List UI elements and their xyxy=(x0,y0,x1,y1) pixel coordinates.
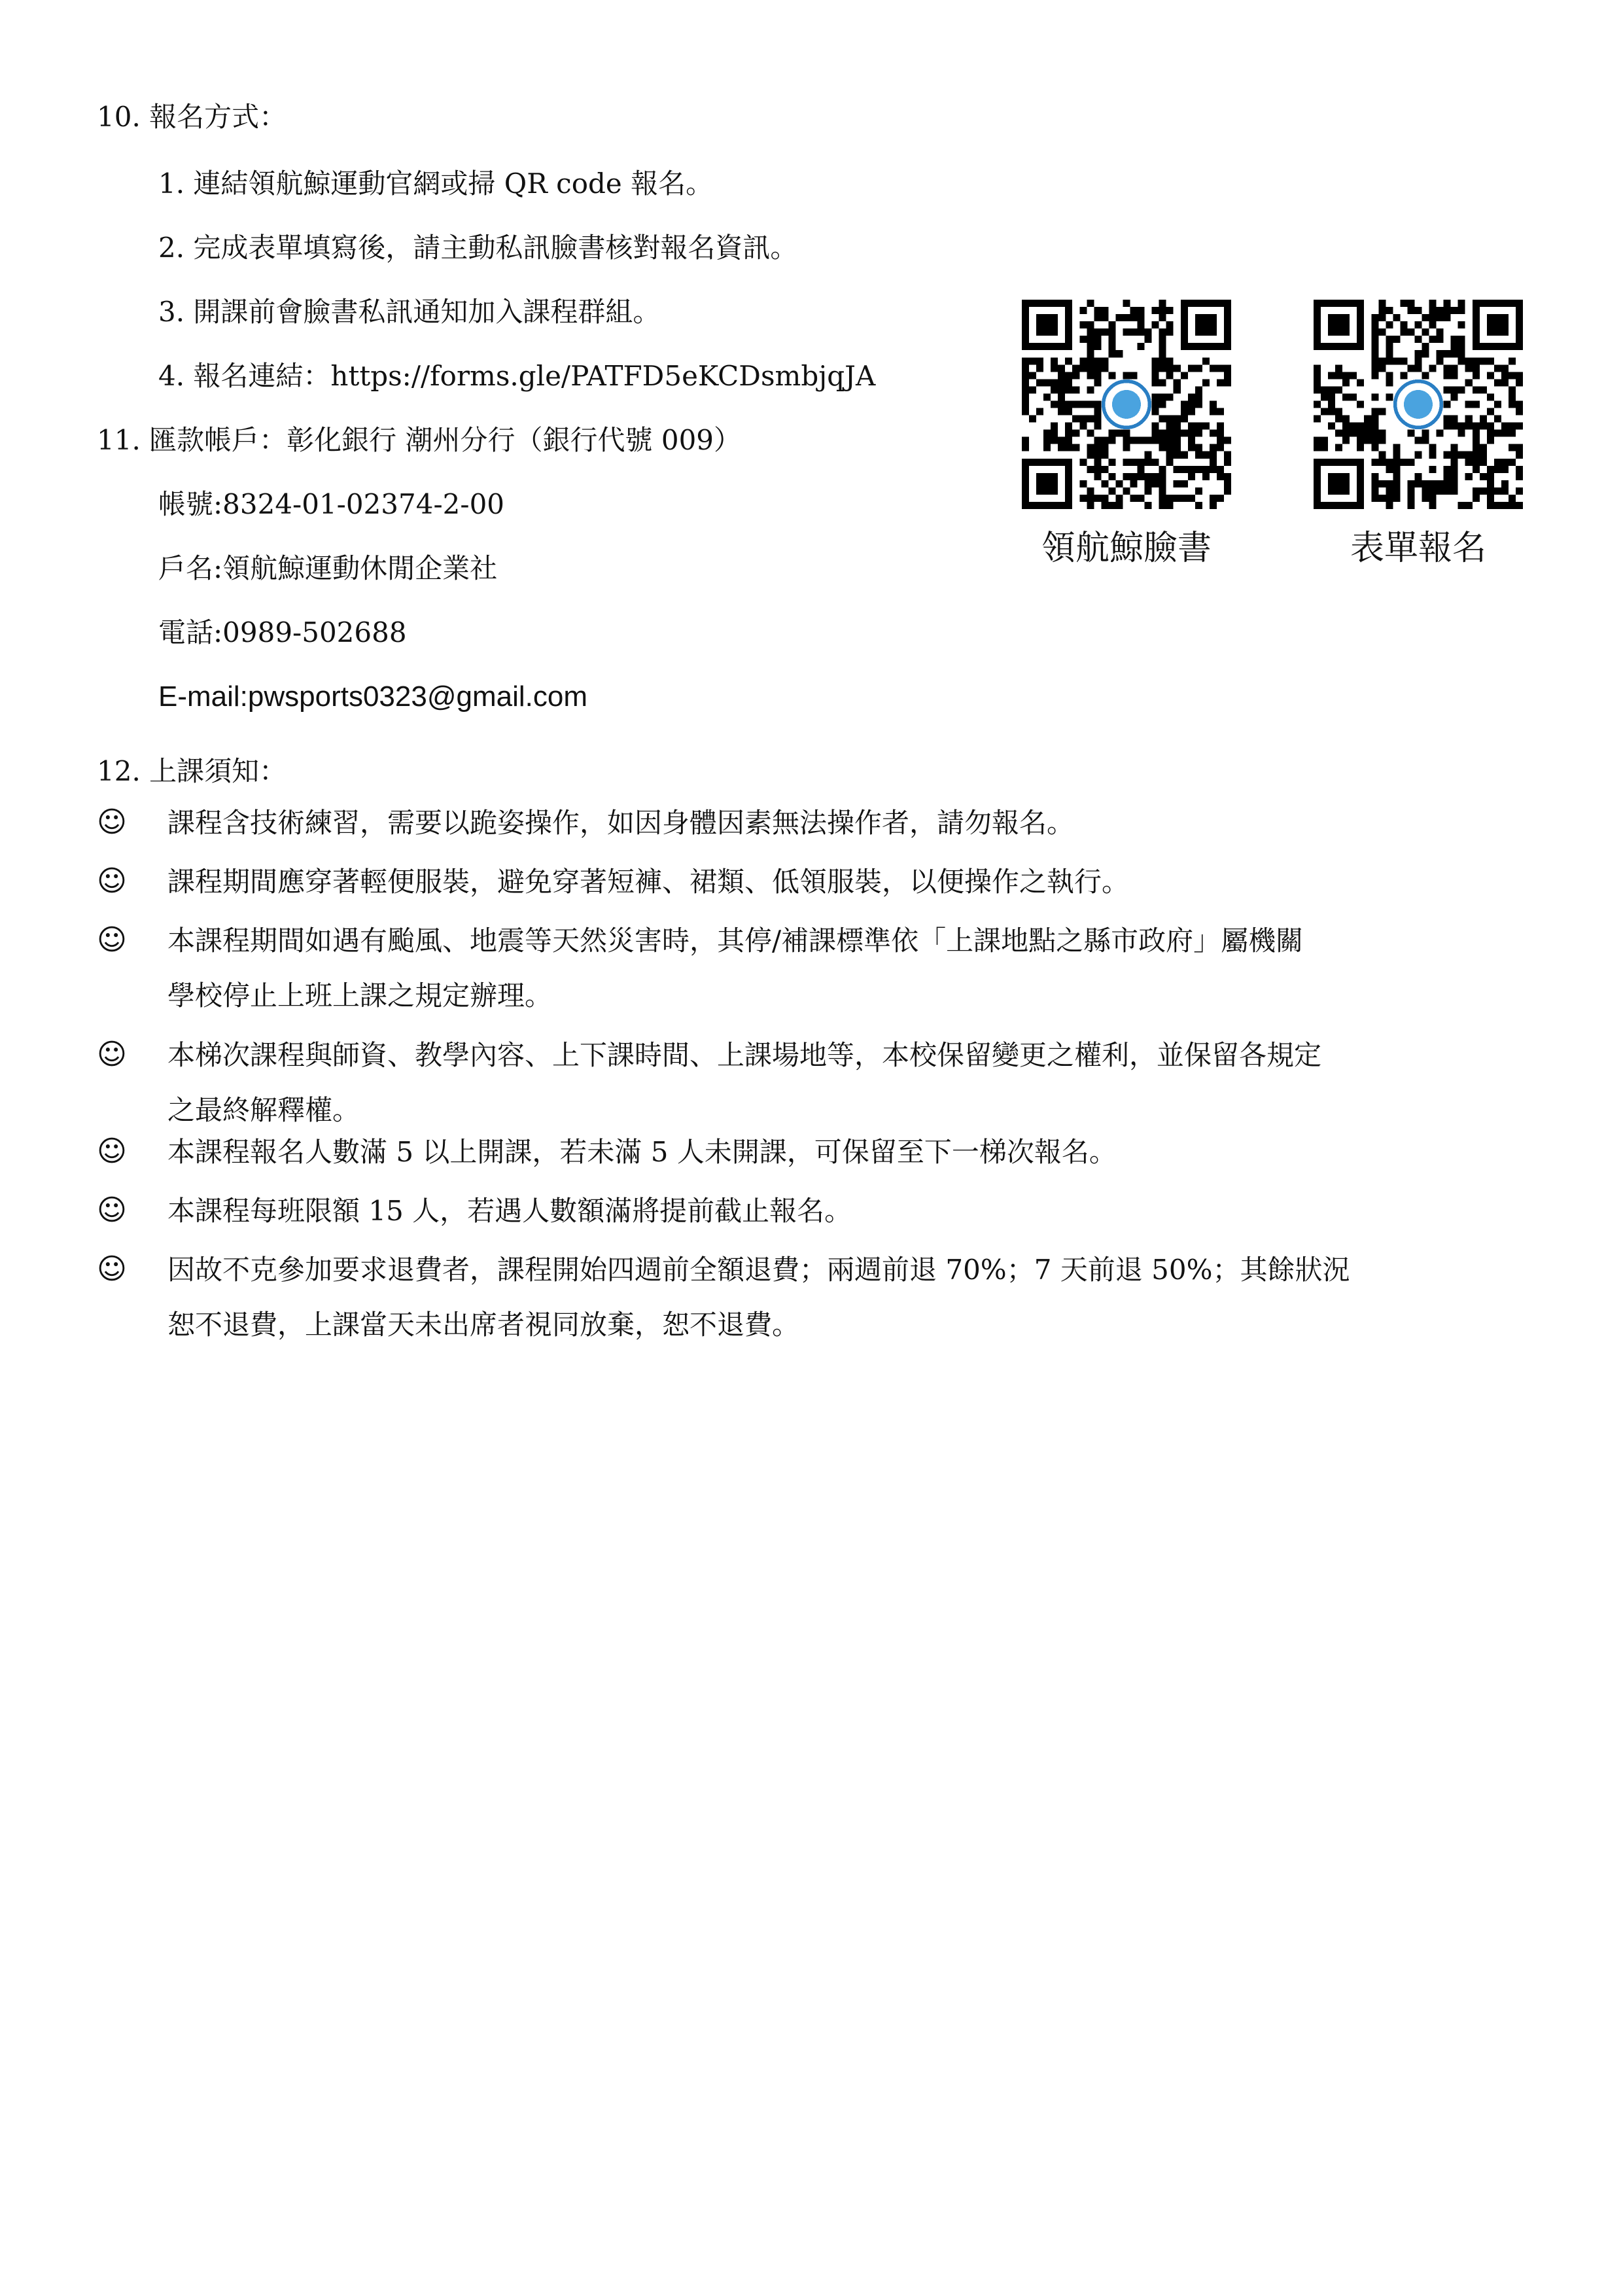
section-12-heading: 12. 上課須知： xyxy=(97,755,287,787)
note-text: 本課程報名人數滿 5 以上開課，若未滿 5 人未開課，可保留至下一梯次報名。 xyxy=(167,1136,1117,1168)
note-text: 本課程每班限額 15 人，若遇人數額滿將提前截止報名。 xyxy=(167,1195,852,1227)
note-text: 之最終解釋權。 xyxy=(167,1094,360,1126)
smiley-icon: ☺ xyxy=(97,1135,127,1168)
note-text: 課程期間應穿著輕便服裝，避免穿著短褲、裙類、低領服裝，以便操作之執行。 xyxy=(167,866,1130,898)
smiley-icon: ☺ xyxy=(97,1038,127,1071)
section-11-heading: 11. 匯款帳戶：彰化銀行 潮州分行（銀行代號 009） xyxy=(97,424,742,456)
bank-account-number: 帳號:8324-01-02374-2-00 xyxy=(158,488,505,520)
note-text: 本梯次課程與師資、教學內容、上下課時間、上課場地等，本校保留變更之權利，並保留各規定 xyxy=(167,1039,1322,1071)
note-text: 學校停止上班上課之規定辦理。 xyxy=(167,980,553,1012)
note-text: 課程含技術練習，需要以跪姿操作，如因身體因素無法操作者，請勿報名。 xyxy=(167,807,1075,839)
smiley-icon: ☺ xyxy=(97,805,127,839)
qr-caption-facebook: 領航鯨臉書 xyxy=(1041,529,1212,568)
note-text: 本課程期間如遇有颱風、地震等天然災害時，其停/補課標準依「上課地點之縣市政府」屬機關 xyxy=(167,925,1304,957)
smiley-icon: ☺ xyxy=(97,923,127,957)
account-holder: 戶名:領航鯨運動休閒企業社 xyxy=(158,552,498,584)
signup-step-1: 1. 連結領航鯨運動官網或掃 QR code 報名。 xyxy=(158,168,714,200)
contact-phone: 電話:0989-502688 xyxy=(158,616,407,648)
smiley-icon: ☺ xyxy=(97,1252,127,1286)
section-10-heading: 10. 報名方式： xyxy=(97,101,287,133)
signup-step-3: 3. 開課前會臉書私訊通知加入課程群組。 xyxy=(158,296,661,328)
note-text: 因故不克參加要求退費者，課程開始四週前全額退費；兩週前退 70%；7 天前退 50%；其餘狀況 xyxy=(167,1254,1350,1286)
smiley-icon: ☺ xyxy=(97,864,127,898)
signup-step-2: 2. 完成表單填寫後，請主動私訊臉書核對報名資訊。 xyxy=(158,232,798,264)
contact-email[interactable]: E-mail:pwsports0323@gmail.com xyxy=(158,680,588,713)
signup-link[interactable]: 4. 報名連結：https://forms.gle/PATFD5eKCDsmbjqJA xyxy=(158,360,876,392)
qr-code-icon xyxy=(1022,300,1231,509)
qr-code-icon xyxy=(1314,300,1523,509)
smiley-icon: ☺ xyxy=(97,1193,127,1227)
qr-caption-form: 表單報名 xyxy=(1350,529,1486,568)
note-text: 恕不退費，上課當天未出席者視同放棄，恕不退費。 xyxy=(167,1309,800,1341)
